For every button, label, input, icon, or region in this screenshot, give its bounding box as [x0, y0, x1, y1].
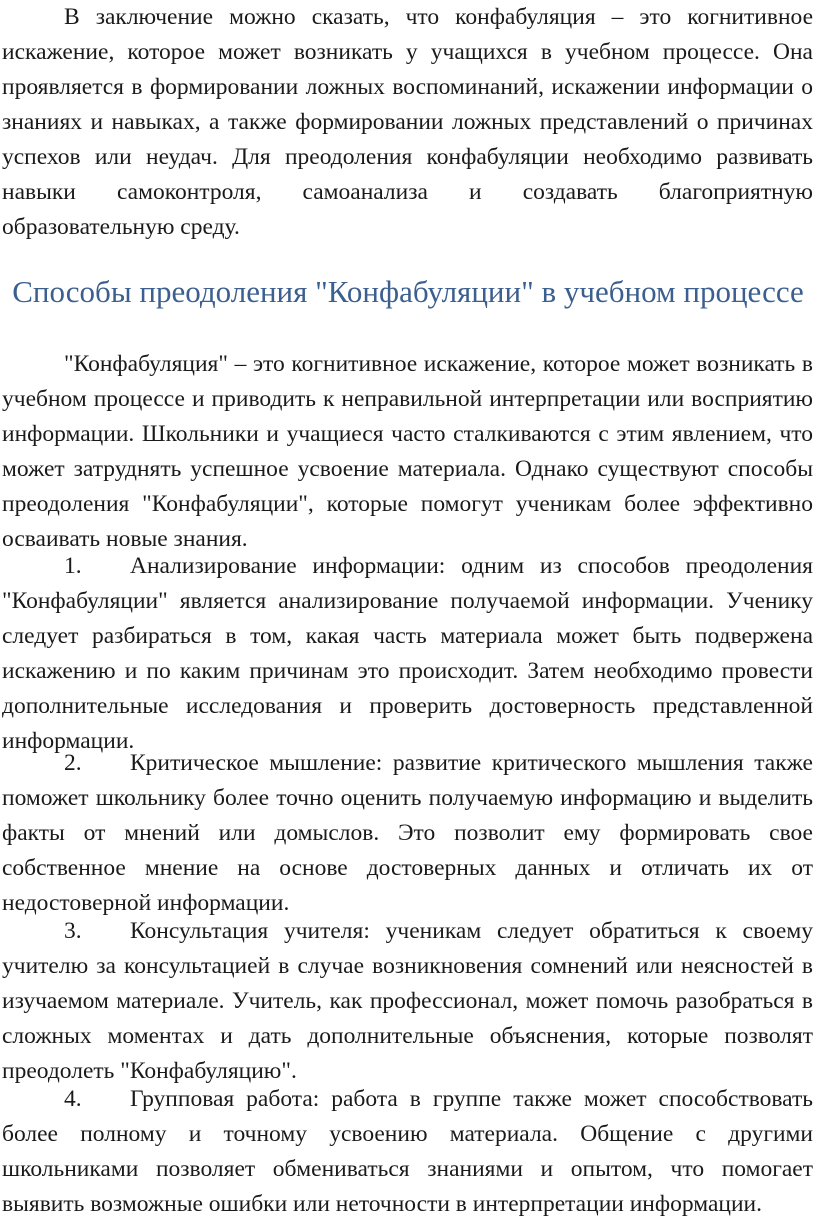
list-item-text: Анализирование информации: одним из способов преодоления "Конфабуляции" является анализирование получаемой информации. Ученику следует разбираться в том, какая часть материала может быть подвержена искажению и по каким причинам это происходит. Затем необходимо провести дополнительные исследования и проверить достоверность представленной информации.: [2, 553, 813, 754]
section-intro-paragraph: "Конфабуляция" – это когнитивное искажение, которое может возникать в учебном процессе и приводить к неправильной интерпретации или восприятию информации. Школьники и учащиеся часто сталкиваются с этим явлением, что может затруднять успешное усвоение материала. Однако существуют способы преодоления "Конфабуляции", которые помогут ученикам более эффективно осваивать новые знания.: [2, 351, 813, 552]
list-number: 3.: [64, 918, 82, 944]
section-heading: Способы преодоления "Конфабуляции" в учебном процессе: [12, 274, 804, 309]
list-number: 2.: [64, 750, 82, 776]
list-item-text: Консультация учителя: ученикам следует обратиться к своему учителю за консультацией в случае возникновения сомнений или неясностей в изучаемом материале. Учитель, как профессионал, может помочь разобраться в сложных моментах и дать дополнительные объяснения, которые позволят преодолеть "Конфабуляцию".: [2, 918, 813, 1084]
list-item-4: [2, 1082, 813, 1222]
list-item-text: Критическое мышление: развитие критического мышления также поможет школьнику более точно оценить получаемую информацию и выделить факты от мнений или домыслов. Это позволит ему формировать свое собственное мнение на основе достоверных данных и отличать их от недостоверной информации.: [2, 750, 813, 916]
list-number: 1.: [64, 553, 82, 579]
list-item-2: [2, 746, 813, 921]
list-item-1: [2, 549, 813, 759]
intro-paragraph: В заключение можно сказать, что конфабуляция – это когнитивное искажение, которое может возникать у учащихся в учебном процессе. Она проявляется в формировании ложных воспоминаний, искажении информации о знаниях и навыках, а также формировании ложных представлений о причинах успехов или неудач. Для преодоления конфабуляции необходимо развивать навыки самоконтроля, самоанализа и создавать благоприятную образовательную среду.: [2, 4, 813, 240]
list-number: 4.: [64, 1086, 82, 1112]
list-item-text: Групповая работа: работа в группе также может способствовать более полному и точному усвоению материала. Общение с другими школьниками позволяет обмениваться знаниями и опытом, что помогает выявить возможные ошибки или неточности в интерпретации информации.: [2, 1086, 813, 1217]
list-item-3: [2, 914, 813, 1089]
